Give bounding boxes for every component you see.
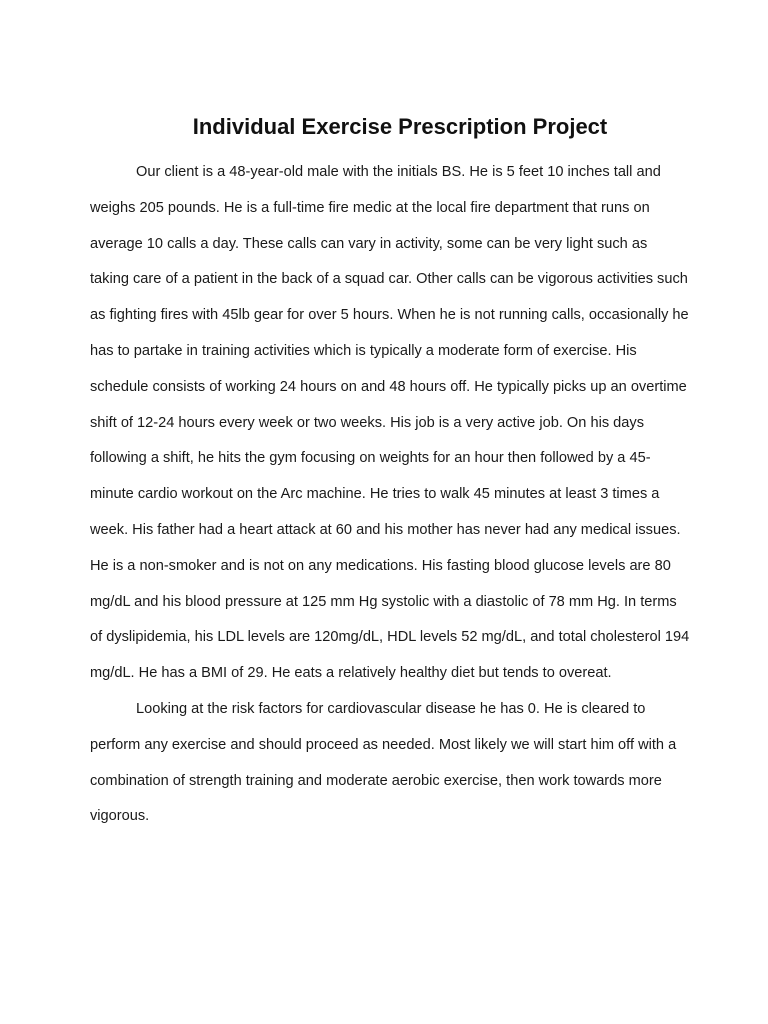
paragraph-risk-assessment: Looking at the risk factors for cardiovascular disease he has 0. He is cleared to perform any exercise and should proceed as needed. Most likely we will start him off with a combination of strength training and moderate aerobic exercise, then work towards more vigorous. (90, 700, 677, 825)
document-title: Individual Exercise Prescription Project (192, 114, 608, 139)
document-body (90, 155, 690, 835)
paragraph-client-profile: Our client is a 48-year-old male with the initials BS. He is 5 feet 10 inches tall and weighs 205 pounds. He is a full-time fire medic at the local fire department that runs on average 10 calls a day. These calls can vary in activity, some can be very light such as taking care of a patient in the back of a squad car. Other calls can be vigorous activities such as fighting fires with 45lb gear for over 5 hours. When he is not running calls, occasionally he has to partake in training activities which is typically a moderate form of exercise. His schedule consists of working 24 hours on and 48 hours off. He typically picks up an overtime shift of 12-24 hours every week or two weeks. His job is a very active job. On his days following a shift, he hits the gym focusing on weights for an hour then followed by a 45-minute cardio workout on the Arc machine. He tries to walk 45 minutes at least 3 times a week. His father had a heart attack at 60 and his mother has never had any medical issues. He is a non-smoker and is not on any medications. His fasting blood glucose levels are 80 mg/dL and his blood pressure at 125 mm Hg systolic with a diastolic of 78 mm Hg. In terms of dyslipidemia, his LDL levels are 120mg/dL, HDL levels 52 mg/dL, and total cholesterol 194 mg/dL. He has a BMI of 29. He eats a relatively healthy diet but tends to overeat. (90, 164, 690, 682)
